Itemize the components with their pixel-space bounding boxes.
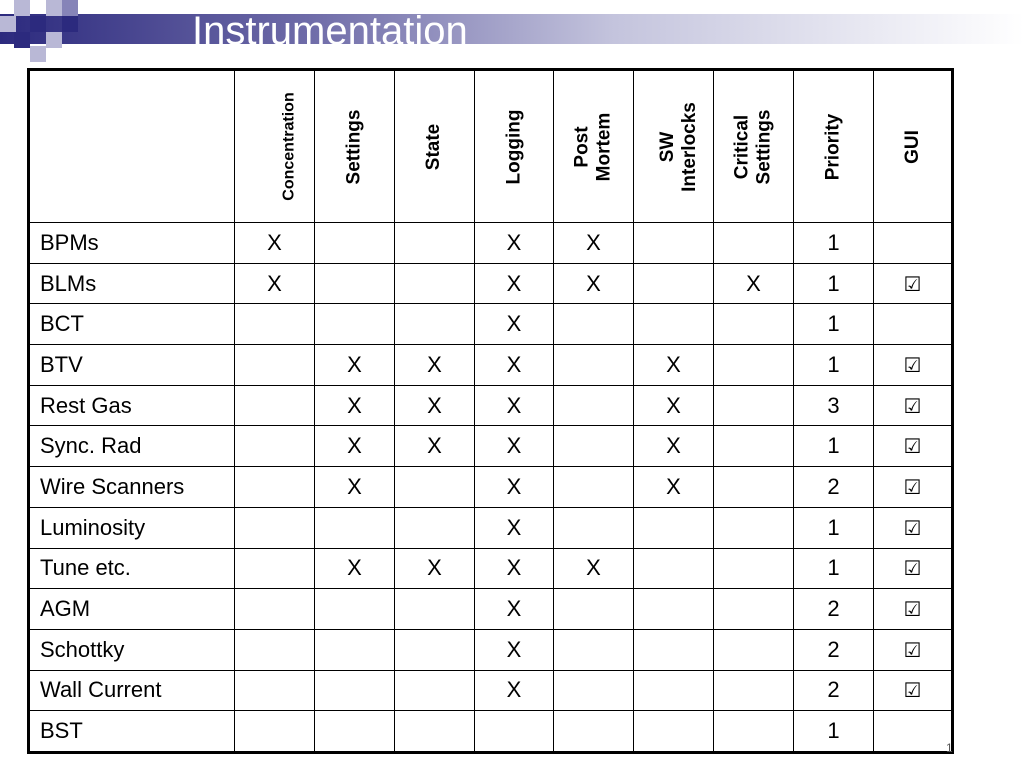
gui-checkbox-cell <box>874 385 953 426</box>
table-cell <box>634 263 714 304</box>
table-cell <box>634 223 714 264</box>
decorative-squares <box>0 0 84 62</box>
instrumentation-table-wrap <box>27 68 951 754</box>
table-cell: X <box>315 426 395 467</box>
table-cell <box>315 223 395 264</box>
table-cell <box>634 304 714 345</box>
table-row <box>29 304 953 345</box>
table-cell <box>235 711 315 753</box>
gui-checkbox-cell <box>874 507 953 548</box>
table-cell: 2 <box>794 670 874 711</box>
table-cell: X <box>634 467 714 508</box>
table-cell <box>714 711 794 753</box>
table-row <box>29 345 953 386</box>
table-cell: X <box>554 223 634 264</box>
table-cell: 1 <box>794 345 874 386</box>
table-cell <box>315 670 395 711</box>
table-row <box>29 426 953 467</box>
table-cell: 1 <box>794 263 874 304</box>
table-cell <box>395 589 475 630</box>
checked-box-icon: ☑ <box>903 556 922 581</box>
header-corner-cell <box>29 70 235 223</box>
instrumentation-table <box>27 68 954 754</box>
table-cell: X <box>475 263 554 304</box>
gui-checkbox-cell <box>874 263 953 304</box>
table-row <box>29 629 953 670</box>
column-header <box>874 70 953 223</box>
table-cell: 1 <box>794 711 874 753</box>
table-cell: X <box>395 345 475 386</box>
checked-box-icon: ☑ <box>903 597 922 622</box>
table-cell <box>714 629 794 670</box>
row-label: Luminosity <box>29 507 235 548</box>
table-cell: X <box>475 670 554 711</box>
table-row <box>29 589 953 630</box>
table-cell: X <box>235 223 315 264</box>
table-cell <box>634 589 714 630</box>
table-cell <box>714 223 794 264</box>
table-cell: X <box>315 548 395 589</box>
gui-checkbox-cell <box>874 589 953 630</box>
row-label: Sync. Rad <box>29 426 235 467</box>
table-cell <box>395 467 475 508</box>
table-cell <box>554 629 634 670</box>
table-row <box>29 385 953 426</box>
gui-checkbox-cell <box>874 548 953 589</box>
row-label: Schottky <box>29 629 235 670</box>
table-cell: X <box>475 467 554 508</box>
table-cell <box>634 507 714 548</box>
table-row <box>29 507 953 548</box>
table-cell: X <box>395 385 475 426</box>
table-cell <box>714 345 794 386</box>
table-cell <box>714 304 794 345</box>
table-row <box>29 548 953 589</box>
table-cell: X <box>475 385 554 426</box>
column-header-label: Logging <box>502 109 524 184</box>
column-header-label: Priority <box>822 113 844 180</box>
page-number: 1 <box>946 741 953 755</box>
table-cell: X <box>475 629 554 670</box>
table-cell <box>714 467 794 508</box>
table-cell: X <box>554 548 634 589</box>
table-cell: X <box>475 345 554 386</box>
table-cell: X <box>475 507 554 548</box>
table-header-row <box>29 70 953 223</box>
table-cell <box>235 304 315 345</box>
table-cell <box>395 263 475 304</box>
table-cell <box>475 711 554 753</box>
table-cell <box>235 467 315 508</box>
table-cell <box>874 711 953 753</box>
table-cell <box>395 507 475 548</box>
table-cell: X <box>634 345 714 386</box>
table-row <box>29 467 953 508</box>
slide-title: Instrumentation <box>192 9 468 53</box>
table-cell <box>554 304 634 345</box>
table-cell <box>634 629 714 670</box>
column-header <box>235 70 315 223</box>
table-cell <box>554 467 634 508</box>
table-cell <box>395 304 475 345</box>
table-cell: 1 <box>794 223 874 264</box>
table-cell <box>554 385 634 426</box>
column-header <box>475 70 554 223</box>
table-cell <box>235 345 315 386</box>
table-cell: X <box>634 426 714 467</box>
column-header-label: Post Mortem <box>571 112 615 181</box>
table-cell: X <box>475 426 554 467</box>
table-cell <box>235 548 315 589</box>
table-cell <box>315 304 395 345</box>
table-cell <box>554 589 634 630</box>
table-cell: X <box>475 223 554 264</box>
table-cell <box>554 345 634 386</box>
table-cell <box>714 426 794 467</box>
row-label: Wire Scanners <box>29 467 235 508</box>
table-cell <box>315 589 395 630</box>
row-label: BLMs <box>29 263 235 304</box>
table-cell <box>714 385 794 426</box>
column-header <box>315 70 395 223</box>
table-cell <box>235 670 315 711</box>
table-cell <box>235 589 315 630</box>
table-row <box>29 263 953 304</box>
table-cell <box>235 385 315 426</box>
table-cell: 2 <box>794 629 874 670</box>
checked-box-icon: ☑ <box>903 393 922 418</box>
table-cell: X <box>475 304 554 345</box>
table-cell <box>315 263 395 304</box>
table-cell: 1 <box>794 507 874 548</box>
column-header-label: State <box>423 123 445 170</box>
table-cell <box>395 670 475 711</box>
checked-box-icon: ☑ <box>903 271 922 296</box>
checked-box-icon: ☑ <box>903 637 922 662</box>
checked-box-icon: ☑ <box>903 434 922 459</box>
table-cell <box>634 548 714 589</box>
gui-checkbox-cell <box>874 345 953 386</box>
column-header-label: Settings <box>343 109 365 184</box>
table-row <box>29 223 953 264</box>
table-cell <box>395 629 475 670</box>
table-cell: 2 <box>794 589 874 630</box>
row-label: Rest Gas <box>29 385 235 426</box>
table-cell <box>395 711 475 753</box>
table-cell <box>235 426 315 467</box>
column-header-label: Concentration <box>280 92 298 201</box>
table-cell <box>315 507 395 548</box>
column-header <box>714 70 794 223</box>
table-cell <box>315 629 395 670</box>
row-label: BTV <box>29 345 235 386</box>
table-cell <box>315 711 395 753</box>
row-label: BPMs <box>29 223 235 264</box>
table-cell: X <box>554 263 634 304</box>
gui-checkbox-cell <box>874 629 953 670</box>
table-cell: 2 <box>794 467 874 508</box>
table-cell: X <box>315 467 395 508</box>
column-header <box>634 70 714 223</box>
table-cell: X <box>714 263 794 304</box>
table-cell <box>714 589 794 630</box>
table-cell <box>714 507 794 548</box>
table-cell <box>874 304 953 345</box>
row-label: BCT <box>29 304 235 345</box>
table-cell: X <box>475 589 554 630</box>
gui-checkbox-cell <box>874 426 953 467</box>
table-cell: 1 <box>794 304 874 345</box>
column-header-label: Critical Settings <box>731 109 775 184</box>
checked-box-icon: ☑ <box>903 474 922 499</box>
table-cell: X <box>315 345 395 386</box>
table-cell: 1 <box>794 548 874 589</box>
table-cell <box>714 548 794 589</box>
table-cell <box>554 711 634 753</box>
table-cell: X <box>395 426 475 467</box>
table-row <box>29 711 953 753</box>
table-cell: X <box>235 263 315 304</box>
table-cell <box>554 426 634 467</box>
checked-box-icon: ☑ <box>903 678 922 703</box>
table-cell: X <box>475 548 554 589</box>
column-header-label: GUI <box>901 129 923 164</box>
checked-box-icon: ☑ <box>903 515 922 540</box>
table-cell <box>714 670 794 711</box>
row-label: BST <box>29 711 235 753</box>
table-cell <box>874 223 953 264</box>
gui-checkbox-cell <box>874 467 953 508</box>
table-cell: 1 <box>794 426 874 467</box>
table-cell: 3 <box>794 385 874 426</box>
table-body <box>29 223 953 753</box>
column-header <box>395 70 475 223</box>
table-cell <box>235 629 315 670</box>
table-row <box>29 670 953 711</box>
gui-checkbox-cell <box>874 670 953 711</box>
table-cell: X <box>634 385 714 426</box>
column-header <box>554 70 634 223</box>
table-cell: X <box>315 385 395 426</box>
row-label: AGM <box>29 589 235 630</box>
row-label: Tune etc. <box>29 548 235 589</box>
table-cell: X <box>395 548 475 589</box>
column-header <box>794 70 874 223</box>
row-label: Wall Current <box>29 670 235 711</box>
table-cell <box>395 223 475 264</box>
column-header-label: SW Interlocks <box>656 101 700 192</box>
table-cell <box>554 507 634 548</box>
table-cell <box>235 507 315 548</box>
table-cell <box>554 670 634 711</box>
table-cell <box>634 670 714 711</box>
checked-box-icon: ☑ <box>903 352 922 377</box>
table-cell <box>634 711 714 753</box>
header-bar <box>0 14 1024 44</box>
